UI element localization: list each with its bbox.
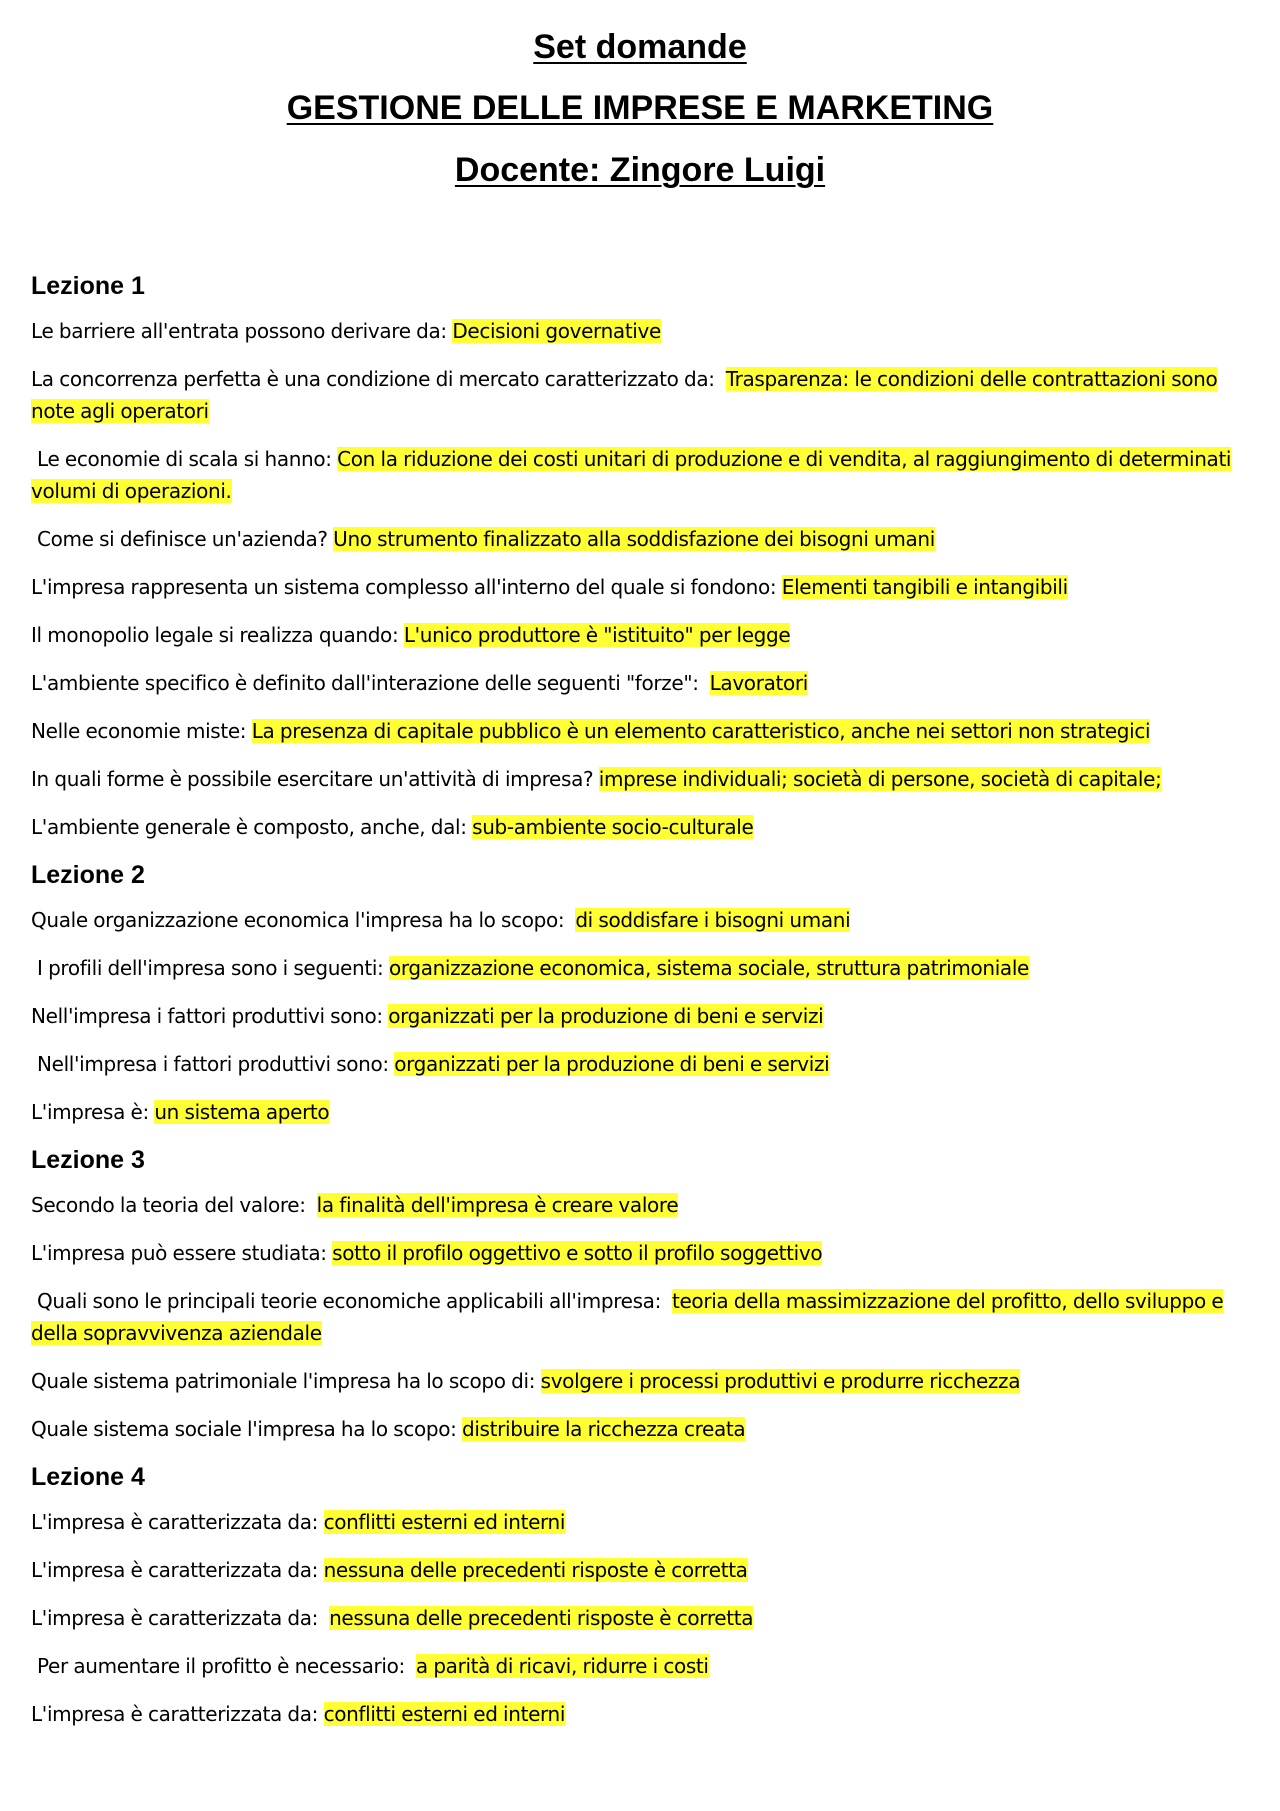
question-text: Quale organizzazione economica l'impresa ha lo scopo: xyxy=(31,908,576,932)
question-item xyxy=(31,1413,1249,1445)
question-text: Le economie di scala si hanno: xyxy=(31,447,338,471)
question-text: L'ambiente specifico è definito dall'interazione delle seguenti "forze": xyxy=(31,671,710,695)
answer-highlight: la finalità dell'impresa è creare valore xyxy=(316,1193,679,1217)
answer-highlight: sub-ambiente socio-culturale xyxy=(472,815,754,839)
question-text: Il monopolio legale si realizza quando: xyxy=(31,623,404,647)
question-text: Come si definisce un'azienda? xyxy=(31,527,334,551)
question-text: L'impresa è caratterizzata da: xyxy=(31,1702,324,1726)
answer-highlight: teoria della massimizzazione del profitto, dello sviluppo e della sopravvivenza aziendale xyxy=(31,1289,1224,1345)
question-text: L'impresa è caratterizzata da: xyxy=(31,1606,330,1630)
section-title: Lezione 4 xyxy=(31,1463,145,1491)
answer-highlight: svolgere i processi produttivi e produrre ricchezza xyxy=(540,1369,1021,1393)
question-item xyxy=(31,1365,1249,1397)
question-item xyxy=(31,1602,1249,1634)
question-text: Nelle economie miste: xyxy=(31,719,252,743)
questions-list xyxy=(31,270,1249,1746)
answer-highlight: conflitti esterni ed interni xyxy=(323,1510,566,1534)
answer-highlight: a parità di ricavi, ridurre i costi xyxy=(415,1654,709,1678)
answer-highlight: organizzati per la produzione di beni e servizi xyxy=(388,1004,824,1028)
answer-highlight: Lavoratori xyxy=(709,671,808,695)
question-text: Quale sistema sociale l'impresa ha lo scopo: xyxy=(31,1417,462,1441)
question-text: L'impresa è caratterizzata da: xyxy=(31,1510,324,1534)
question-text: L'impresa è: xyxy=(31,1100,155,1124)
question-text: La concorrenza perfetta è una condizione di mercato caratterizzato da: xyxy=(31,367,726,391)
question-item xyxy=(31,1048,1249,1080)
question-text: Le barriere all'entrata possono derivare da: xyxy=(31,319,453,343)
question-item xyxy=(31,1096,1249,1128)
answer-highlight: organizzati per la produzione di beni e servizi xyxy=(394,1052,830,1076)
question-item xyxy=(31,315,1249,347)
answer-highlight: Decisioni governative xyxy=(452,319,661,343)
answer-highlight: imprese individuali; società di persone, società di capitale; xyxy=(598,767,1162,791)
answer-highlight: distribuire la ricchezza creata xyxy=(462,1417,746,1441)
question-item xyxy=(31,523,1249,555)
answer-highlight: conflitti esterni ed interni xyxy=(323,1702,566,1726)
answer-highlight: organizzazione economica, sistema sociale, struttura patrimoniale xyxy=(388,956,1029,980)
question-item xyxy=(31,715,1249,747)
question-item xyxy=(31,1506,1249,1538)
question-item xyxy=(31,1285,1249,1349)
answer-highlight: Uno strumento finalizzato alla soddisfazione dei bisogni umani xyxy=(333,527,935,551)
question-item xyxy=(31,571,1249,603)
question-text: Quale sistema patrimoniale l'impresa ha lo scopo di: xyxy=(31,1369,541,1393)
answer-highlight: Elementi tangibili e intangibili xyxy=(781,575,1068,599)
section-title: Lezione 1 xyxy=(31,272,145,300)
question-item xyxy=(31,763,1249,795)
question-item xyxy=(31,1698,1249,1730)
question-item xyxy=(31,619,1249,651)
document-title: Set domande xyxy=(533,28,747,66)
question-text: I profili dell'impresa sono i seguenti: xyxy=(31,956,389,980)
question-item xyxy=(31,904,1249,936)
teacher-name: Docente: Zingore Luigi xyxy=(454,151,826,189)
question-text: Quali sono le principali teorie economiche applicabili all'impresa: xyxy=(31,1289,672,1313)
answer-highlight: nessuna delle precedenti risposte è corretta xyxy=(323,1558,748,1582)
answer-highlight: nessuna delle precedenti risposte è corretta xyxy=(329,1606,754,1630)
question-item xyxy=(31,1000,1249,1032)
course-title: GESTIONE DELLE IMPRESE E MARKETING xyxy=(286,89,994,127)
question-item xyxy=(31,1554,1249,1586)
question-item xyxy=(31,1237,1249,1269)
question-text: Secondo la teoria del valore: xyxy=(31,1193,317,1217)
answer-highlight: di soddisfare i bisogni umani xyxy=(575,908,851,932)
question-text: L'ambiente generale è composto, anche, dal: xyxy=(31,815,473,839)
answer-highlight: un sistema aperto xyxy=(154,1100,330,1124)
question-text: L'impresa è caratterizzata da: xyxy=(31,1558,324,1582)
answer-highlight: sotto il profilo oggettivo e sotto il profilo soggettivo xyxy=(332,1241,823,1265)
answer-highlight: Con la riduzione dei costi unitari di produzione e di vendita, al raggiungimento di determinati volumi di operazioni. xyxy=(31,447,1232,503)
question-item xyxy=(31,1650,1249,1682)
question-item xyxy=(31,1189,1249,1221)
question-item xyxy=(31,363,1249,427)
question-text: Nell'impresa i fattori produttivi sono: xyxy=(31,1004,389,1028)
question-item xyxy=(31,811,1249,843)
question-text: L'impresa può essere studiata: xyxy=(31,1241,333,1265)
question-text: In quali forme è possibile esercitare un'attività di impresa? xyxy=(31,767,599,791)
question-text: Per aumentare il profitto è necessario: xyxy=(31,1654,416,1678)
section-title: Lezione 3 xyxy=(31,1146,145,1174)
question-text: L'impresa rappresenta un sistema complesso all'interno del quale si fondono: xyxy=(31,575,782,599)
question-item xyxy=(31,443,1249,507)
answer-highlight: L'unico produttore è "istituito" per legge xyxy=(403,623,791,647)
answer-highlight: Trasparenza: le condizioni delle contrattazioni sono note agli operatori xyxy=(31,367,1218,423)
question-item xyxy=(31,667,1249,699)
section-title: Lezione 2 xyxy=(31,861,145,889)
answer-highlight: La presenza di capitale pubblico è un elemento caratteristico, anche nei settori non strategici xyxy=(251,719,1151,743)
question-text: Nell'impresa i fattori produttivi sono: xyxy=(31,1052,395,1076)
question-item xyxy=(31,952,1249,984)
